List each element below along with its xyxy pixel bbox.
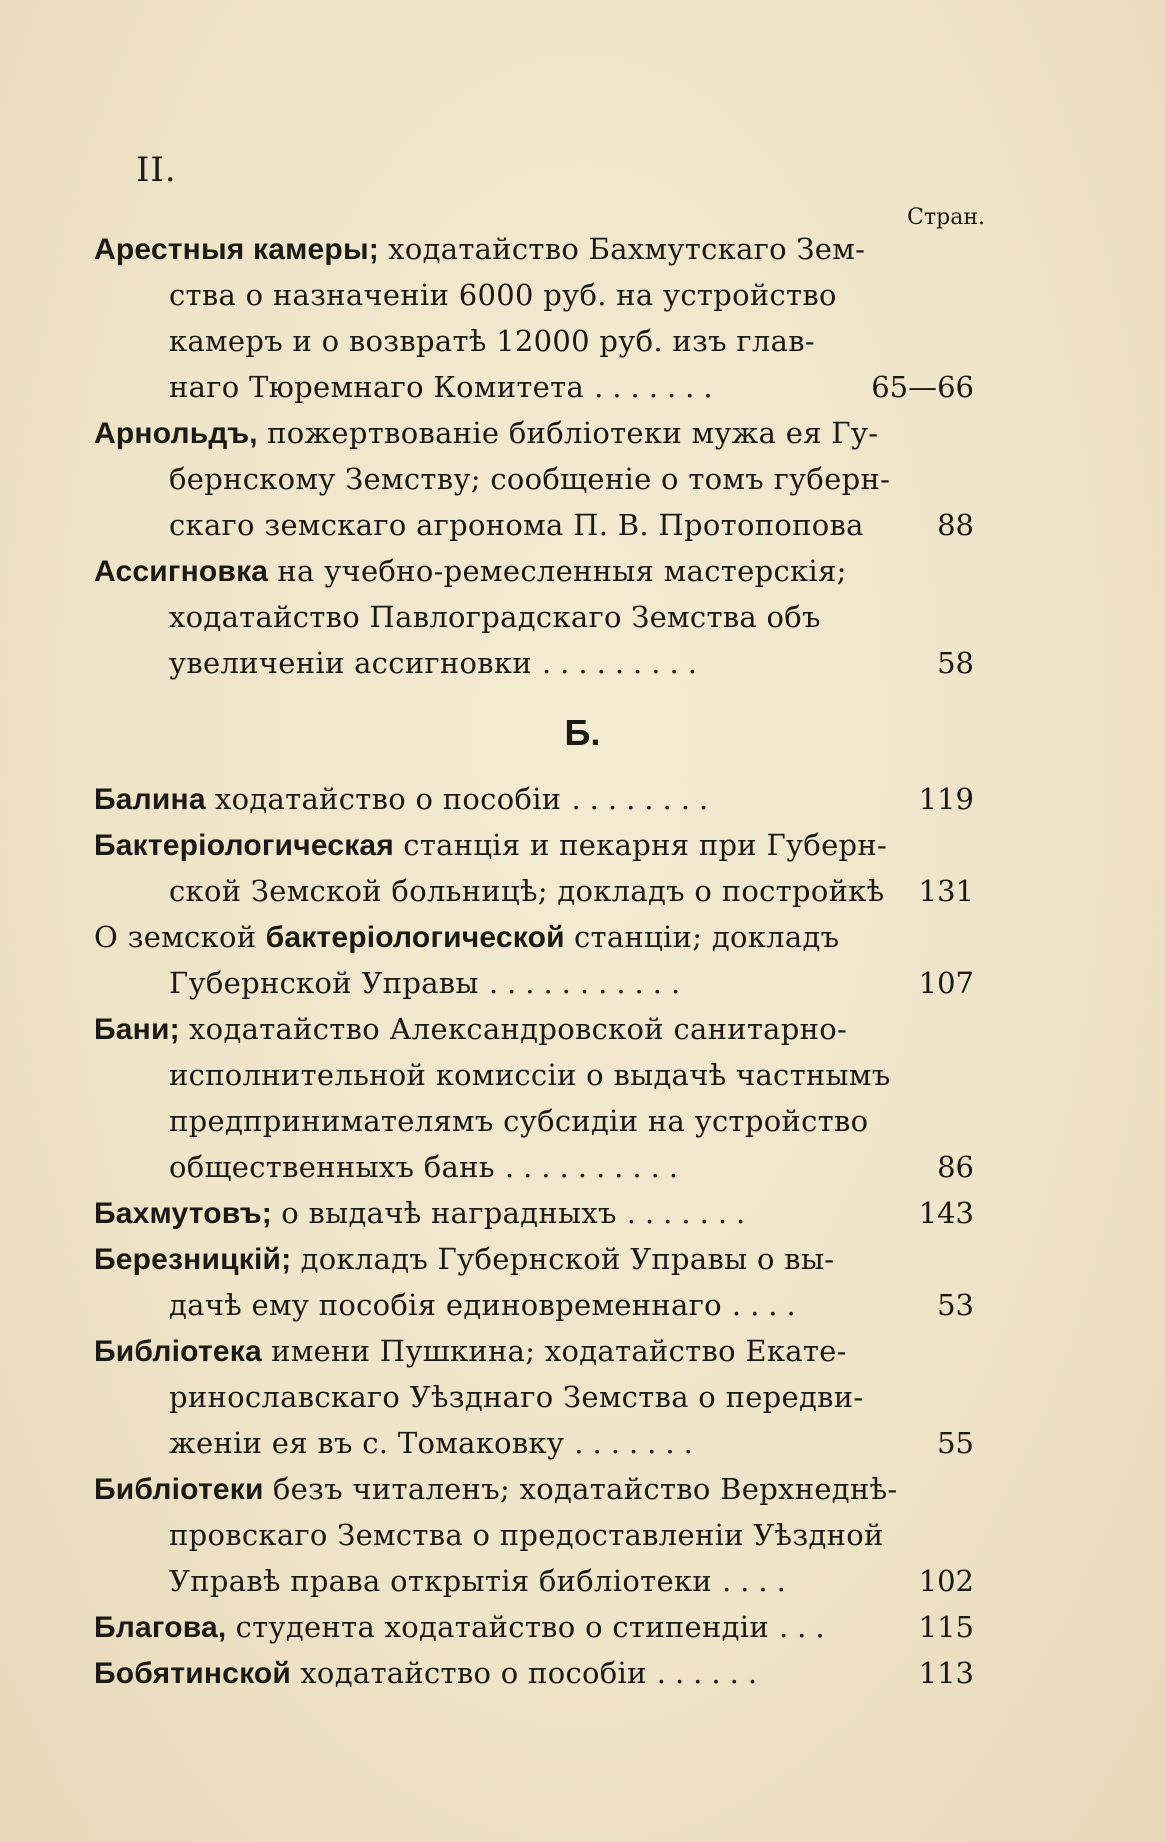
entry-text: увеличеніи ассигновки (169, 646, 532, 680)
index-entry: Арестныя камеры; ходатайство Бахмутскаго Зем- ства о назначеніи 6000 руб. на устройство камеръ и о возвратѣ 12000 руб. изъ глав- наго Тюремнаго Комитета ....... 65—66 (94, 226, 974, 410)
entry-keyword: Балина (94, 783, 206, 816)
entry-text: пожертвованіе библіотеки мужа ея Гу- (267, 416, 879, 450)
entry-page-number: 53 (937, 1288, 974, 1322)
entry-keyword: Ассигновка (94, 555, 269, 588)
entry-text: ходатайство о пособіи (214, 782, 562, 816)
entry-text: имени Пушкина; ходатайство Екате- (271, 1334, 847, 1368)
entry-page-number: 55 (937, 1426, 974, 1460)
entry-text: ходатайство Павлоградскаго Земства объ (169, 600, 821, 634)
entry-keyword: Березницкій; (94, 1243, 292, 1276)
entry-text: провскаго Земства о предоставленіи Уѣздной (169, 1518, 884, 1552)
index-entry: Бани; ходатайство Александровской санитарно- исполнительной комиссіи о выдачѣ частнымъ предпринимателямъ субсидіи на устройство общественныхъ бань .......... 86 (94, 1006, 974, 1190)
index-entry: Благова, студента ходатайство о стипендіи ... 115 (94, 1604, 974, 1650)
page-column-label: Стран. (907, 205, 985, 230)
entry-keyword: Бахмутовъ; (94, 1197, 272, 1230)
entry-text: наго Тюремнаго Комитета (169, 370, 585, 404)
entry-keyword: Бактеріологическая (94, 829, 394, 862)
entry-text: станціи; докладъ (573, 920, 840, 954)
entry-page-number: 115 (918, 1610, 974, 1644)
index-entry: Бобятинской ходатайство о пособіи ...... 113 (94, 1650, 974, 1696)
entry-text: докладъ Губернской Управы о вы- (300, 1242, 835, 1276)
entry-page-number: 88 (937, 508, 974, 542)
index-entry: Ассигновка на учебно-ремесленныя мастерскія; ходатайство Павлоградскаго Земства объ увеличеніи ассигновки ......... 58 (94, 548, 974, 686)
entry-text: безъ читаленъ; ходатайство Верхнеднѣ- (272, 1472, 898, 1506)
entry-text: ринославскаго Уѣзднаго Земства о передви- (169, 1380, 864, 1414)
section-letter-heading: Б. (564, 712, 601, 753)
entry-keyword: Бани; (94, 1013, 180, 1046)
entry-text: ходатайство о пособіи (300, 1656, 647, 1690)
entry-keyword: Арестныя камеры; (94, 233, 379, 266)
entry-text: женіи ея въ с. Томаковку (169, 1426, 565, 1460)
index-entry (94, 410, 974, 548)
index-entry: Библіотеки безъ читаленъ; ходатайство Верхнеднѣ- провскаго Земства о предоставленіи Уѣздной Управѣ права открытія библіотеки .... 102 (94, 1466, 974, 1604)
entry-page-number: 65—66 (871, 370, 974, 404)
index-entry: Балина ходатайство о пособіи ........ 119 (94, 776, 974, 822)
entry-page-number: 143 (918, 1196, 974, 1230)
entry-text: на учебно-ремесленныя мастерскія; (277, 554, 847, 588)
entry-page-number: 131 (918, 874, 974, 908)
entry-page-number: 113 (918, 1656, 974, 1690)
entry-text: Управѣ права открытія библіотеки (169, 1564, 712, 1598)
entry-keyword: Благова, (94, 1611, 227, 1644)
entry-keyword: Библіотека (94, 1335, 262, 1368)
entry-text: скаго земскаго агронома П. В. Протопопова (169, 508, 864, 542)
entry-keyword: Библіотеки (94, 1473, 264, 1506)
index-entry: Березницкій; докладъ Губернской Управы о вы- дачѣ ему пособія единовременнаго .... 53 (94, 1236, 974, 1328)
entry-text: камеръ и о возвратѣ 12000 руб. изъ глав- (169, 324, 815, 358)
entry-text: общественныхъ бань (169, 1150, 495, 1184)
entry-page-number: 58 (937, 646, 974, 680)
entry-page-number: 119 (918, 782, 974, 816)
entry-text: Губернской Управы (169, 966, 479, 1000)
entry-text: ства о назначеніи 6000 руб. на устройство (169, 278, 837, 312)
entry-page-number: 102 (918, 1564, 974, 1598)
index-entry: Бахмутовъ; о выдачѣ наградныхъ ....... 143 (94, 1190, 974, 1236)
index-entry (94, 822, 974, 914)
entry-text: ходатайство Бахмутскаго Зем- (388, 232, 866, 266)
entry-text: исполнительной комиссіи о выдачѣ частнымъ (169, 1058, 891, 1092)
entry-keyword: бактеріологической (265, 921, 565, 954)
entry-text: бернскому Земству; сообщеніе о томъ губерн- (169, 462, 891, 496)
entry-text: дачѣ ему пособія единовременнаго (169, 1288, 722, 1322)
entry-text: ской Земской больницѣ; докладъ о постройкѣ (169, 874, 885, 908)
entry-text: о выдачѣ наградныхъ (281, 1196, 617, 1230)
entry-text: станція и пекарня при Губерн- (403, 828, 888, 862)
page-header-number: II. (136, 150, 177, 190)
index-entry: Библіотека имени Пушкина; ходатайство Екате- ринославскаго Уѣзднаго Земства о передви- женіи ея въ с. Томаковку ....... 55 (94, 1328, 974, 1466)
entry-keyword: Бобятинской (94, 1657, 292, 1690)
entry-prefix: О земской (94, 920, 257, 954)
entry-text: предпринимателямъ субсидіи на устройство (169, 1104, 869, 1138)
entry-text: студента ходатайство о стипендіи (235, 1610, 769, 1644)
entry-keyword: Арнольдъ, (94, 417, 258, 450)
index-entry: О земской бактеріологической станціи; докладъ Губернской Управы ........... 107 (94, 914, 974, 1006)
entry-page-number: 86 (937, 1150, 974, 1184)
entry-page-number: 107 (918, 966, 974, 1000)
entry-text: ходатайство Александровской санитарно- (189, 1012, 848, 1046)
